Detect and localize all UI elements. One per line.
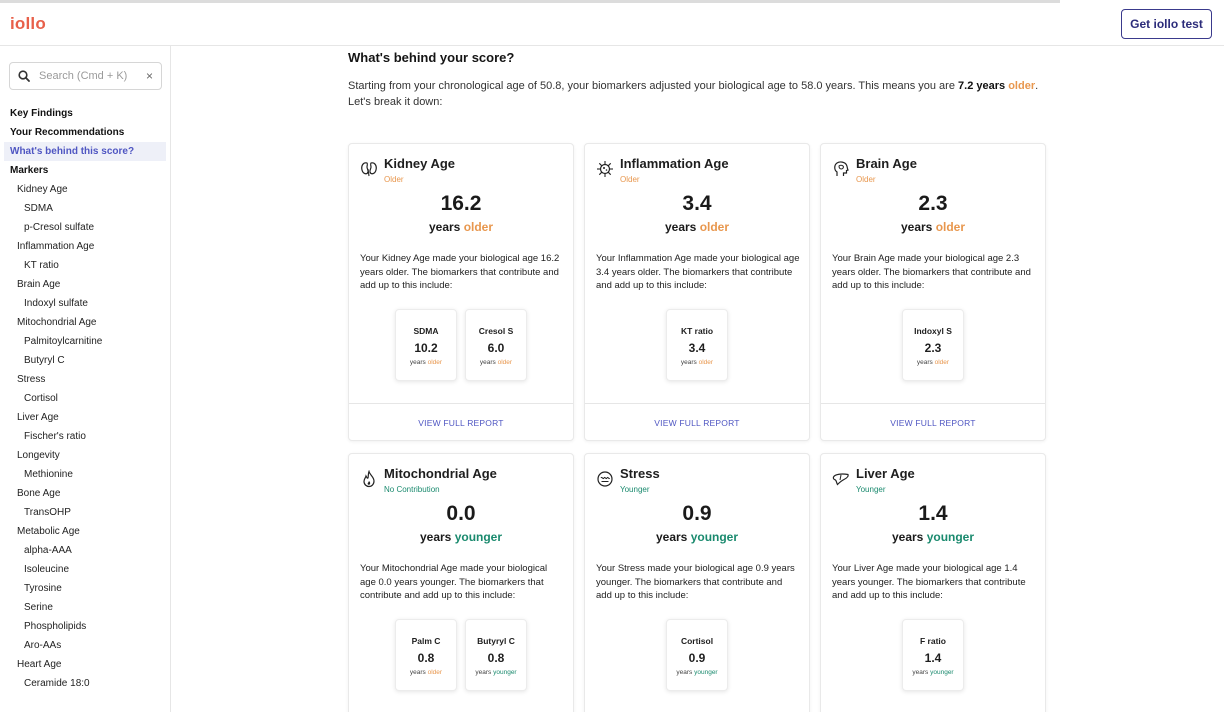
- biomarker-name: Indoxyl S: [914, 326, 952, 336]
- card-status: No Contribution: [384, 485, 440, 494]
- biomarker-name: F ratio: [920, 636, 946, 646]
- search-icon: [18, 70, 30, 82]
- biomarker-unit: [667, 359, 727, 366]
- get-test-button[interactable]: Get iollo test: [1121, 9, 1212, 39]
- score-card-brain-age: [820, 143, 1046, 441]
- card-description: Your Stress made your biological age 0.9 years younger. The biomarkers that contribute and add up to this include:: [596, 563, 795, 601]
- sidebar-item-stress[interactable]: Stress: [17, 374, 46, 385]
- card-status: Younger: [856, 485, 886, 494]
- biomarker-direction: older: [427, 669, 443, 676]
- biomarker-name: Butyryl C: [477, 636, 515, 646]
- biomarker-name: KT ratio: [680, 326, 714, 336]
- sidebar-item-aro-aas[interactable]: Aro-AAs: [24, 640, 62, 651]
- score-card-liver-age: [820, 453, 1046, 712]
- sidebar-item-metabolic-age[interactable]: Metabolic Age: [17, 526, 80, 537]
- score-card-inflammation-age: [584, 143, 810, 441]
- biomarker-value: 0.8: [487, 651, 505, 665]
- sidebar-item-sdma[interactable]: SDMA: [24, 203, 53, 214]
- sidebar-item-longevity[interactable]: Longevity: [17, 450, 60, 461]
- biomarker-unit-years: years: [475, 669, 492, 676]
- mitochondria-flame-icon: [360, 470, 378, 488]
- score-card-mitochondrial-age: [348, 453, 574, 712]
- card-divider: [349, 403, 573, 404]
- biomarker-unit-years: years: [912, 669, 929, 676]
- card-value: 3.4: [682, 192, 712, 215]
- card-unit-years: years: [891, 530, 924, 544]
- view-full-report-link[interactable]: VIEW FULL REPORT: [654, 418, 740, 428]
- biomarker-unit: [667, 669, 727, 676]
- biomarker-direction: older: [427, 359, 443, 366]
- page-title: What's behind your score?: [348, 50, 515, 65]
- sidebar-item-liver-age[interactable]: Liver Age: [17, 412, 59, 423]
- sidebar-nav: [4, 104, 166, 693]
- main-content: [171, 46, 1224, 712]
- biomarker-unit-years: years: [676, 669, 693, 676]
- card-title: Inflammation Age: [620, 156, 729, 171]
- card-title: Brain Age: [856, 156, 917, 171]
- biomarker-direction: younger: [930, 669, 954, 676]
- biomarker-unit-years: years: [680, 359, 697, 366]
- biomarker-direction: older: [698, 359, 714, 366]
- biomarker-chips: [349, 619, 573, 691]
- sidebar-item-ceramide-18-0[interactable]: Ceramide 18:0: [24, 678, 90, 689]
- biomarker-chips: [821, 309, 1045, 381]
- card-direction: younger: [454, 530, 503, 544]
- intro-part2: . Let's break it down:: [348, 80, 1039, 108]
- biomarker-direction: older: [497, 359, 513, 366]
- score-card-stress: [584, 453, 810, 712]
- biomarker-name: Cortisol: [680, 636, 714, 646]
- card-title: Stress: [620, 466, 660, 481]
- liver-icon: [832, 470, 850, 488]
- biomarker-chip[interactable]: [395, 309, 457, 381]
- iollo-logo[interactable]: iollo: [10, 14, 46, 33]
- biomarker-unit: [396, 669, 456, 676]
- biomarker-unit-years: years: [409, 669, 426, 676]
- inflammation-virus-icon: [596, 160, 614, 178]
- biomarker-value: 2.3: [924, 341, 942, 355]
- stress-icon: [596, 470, 614, 488]
- card-title: Liver Age: [856, 466, 915, 481]
- card-value: 16.2: [440, 192, 482, 215]
- brain-head-icon: [832, 160, 850, 178]
- intro-years: 7.2 years: [958, 80, 1006, 92]
- biomarker-name: Palm C: [411, 636, 441, 646]
- biomarker-direction: younger: [493, 669, 517, 676]
- card-description: Your Liver Age made your biological age 1.4 years younger. The biomarkers that contribute and add up to this include:: [832, 563, 1026, 601]
- card-unit: [821, 220, 1045, 234]
- card-description: Your Kidney Age made your biological age 16.2 years older. The biomarkers that contribute and add up to this include:: [360, 253, 560, 291]
- card-divider: [821, 403, 1045, 404]
- sidebar-item-inflammation-age[interactable]: Inflammation Age: [17, 241, 95, 252]
- sidebar-item-serine[interactable]: Serine: [24, 602, 53, 613]
- biomarker-chips: [585, 309, 809, 381]
- biomarker-chip[interactable]: [666, 619, 728, 691]
- biomarker-chip[interactable]: [465, 309, 527, 381]
- card-status: Older: [384, 175, 404, 184]
- card-unit-years: years: [428, 220, 461, 234]
- view-full-report-link[interactable]: VIEW FULL REPORT: [890, 418, 976, 428]
- biomarker-value: 6.0: [487, 341, 505, 355]
- sidebar-item-bone-age[interactable]: Bone Age: [17, 488, 61, 499]
- sidebar-item-brain-age[interactable]: Brain Age: [17, 279, 61, 290]
- biomarker-chip[interactable]: [465, 619, 527, 691]
- search-box[interactable]: [9, 62, 162, 90]
- sidebar-item-indoxyl-sulfate[interactable]: Indoxyl sulfate: [24, 298, 88, 309]
- biomarker-chip[interactable]: [395, 619, 457, 691]
- biomarker-value: 10.2: [414, 341, 438, 355]
- card-unit: [349, 530, 573, 544]
- biomarker-unit-years: years: [916, 359, 933, 366]
- biomarker-direction: younger: [694, 669, 718, 676]
- card-unit-years: years: [664, 220, 697, 234]
- top-strip: [0, 0, 1060, 3]
- card-value: 2.3: [918, 192, 948, 215]
- sidebar-item-methionine[interactable]: Methionine: [24, 469, 73, 480]
- search-input[interactable]: [39, 70, 139, 82]
- biomarker-value: 0.8: [417, 651, 435, 665]
- biomarker-chips: [349, 309, 573, 381]
- biomarker-value: 3.4: [688, 341, 706, 355]
- biomarker-unit-years: years: [479, 359, 496, 366]
- clear-search-icon[interactable]: ×: [145, 69, 153, 83]
- biomarker-chip[interactable]: [666, 309, 728, 381]
- sidebar-item-markers[interactable]: Markers: [10, 165, 49, 176]
- card-value: 0.9: [682, 502, 712, 525]
- score-card-kidney-age: [348, 143, 574, 441]
- card-value: 0.0: [446, 502, 476, 525]
- sidebar-item-isoleucine[interactable]: Isoleucine: [24, 564, 70, 575]
- card-description: Your Inflammation Age made your biological age 3.4 years older. The biomarkers that contribute and add up to this include:: [596, 253, 800, 291]
- sidebar-item-key-findings[interactable]: Key Findings: [10, 108, 73, 119]
- card-direction: older: [463, 220, 494, 234]
- sidebar-item-palmitoylcarnitine[interactable]: Palmitoylcarnitine: [24, 336, 103, 347]
- sidebar-item-mitochondrial-age[interactable]: Mitochondrial Age: [17, 317, 97, 328]
- sidebar-item-fischer-s-ratio[interactable]: Fischer's ratio: [24, 431, 86, 442]
- card-title: Mitochondrial Age: [384, 466, 497, 481]
- sidebar-item-phospholipids[interactable]: Phospholipids: [24, 621, 87, 632]
- sidebar-item-kt-ratio[interactable]: KT ratio: [24, 260, 59, 271]
- sidebar-item-butyryl-c[interactable]: Butyryl C: [24, 355, 65, 366]
- card-unit: [821, 530, 1045, 544]
- kidney-icon: [360, 160, 378, 178]
- card-title: Kidney Age: [384, 156, 456, 171]
- biomarker-value: 0.9: [688, 651, 706, 665]
- sidebar-item-kidney-age[interactable]: Kidney Age: [17, 184, 68, 195]
- card-direction: younger: [690, 530, 739, 544]
- sidebar-item-heart-age[interactable]: Heart Age: [17, 659, 62, 670]
- biomarker-chip[interactable]: [902, 309, 964, 381]
- intro-part1: Starting from your chronological age of 50.8, your biomarkers adjusted your biological age to 58.0 years. This means you are: [348, 80, 959, 92]
- biomarker-chip[interactable]: [902, 619, 964, 691]
- card-status: Older: [856, 175, 876, 184]
- biomarker-unit: [396, 359, 456, 366]
- intro-text: [348, 78, 1048, 110]
- card-unit: [585, 220, 809, 234]
- biomarker-unit: [903, 359, 963, 366]
- card-description: Your Brain Age made your biological age 2.3 years older. The biomarkers that contribute and add up to this include:: [832, 253, 1031, 291]
- biomarker-direction: older: [934, 359, 950, 366]
- biomarker-unit: [466, 359, 526, 366]
- card-unit-years: years: [900, 220, 933, 234]
- card-unit-years: years: [419, 530, 452, 544]
- sidebar-item-cortisol[interactable]: Cortisol: [24, 393, 58, 404]
- biomarker-chips: [585, 619, 809, 691]
- sidebar-item-p-cresol-sulfate[interactable]: p-Cresol sulfate: [24, 222, 95, 233]
- card-direction: younger: [926, 530, 975, 544]
- card-status: Younger: [620, 485, 650, 494]
- sidebar-item-what-s-behind-this-score[interactable]: What's behind this score?: [4, 142, 166, 161]
- sidebar-item-your-recommendations[interactable]: Your Recommendations: [10, 127, 125, 138]
- sidebar-item-alpha-aaa[interactable]: alpha-AAA: [24, 545, 72, 556]
- biomarker-value: 1.4: [924, 651, 942, 665]
- biomarker-name: Cresol S: [478, 326, 514, 336]
- view-full-report-link[interactable]: VIEW FULL REPORT: [418, 418, 504, 428]
- card-direction: older: [699, 220, 730, 234]
- biomarker-name: SDMA: [413, 326, 439, 336]
- card-direction: older: [935, 220, 966, 234]
- biomarker-unit: [903, 669, 963, 676]
- sidebar-item-transohp[interactable]: TransOHP: [24, 507, 71, 518]
- card-status: Older: [620, 175, 640, 184]
- card-description: Your Mitochondrial Age made your biological age 0.0 years younger. The biomarkers that contribute and add up to this include:: [360, 563, 548, 601]
- card-divider: [585, 403, 809, 404]
- sidebar-item-tyrosine[interactable]: Tyrosine: [24, 583, 62, 594]
- card-unit: [585, 530, 809, 544]
- biomarker-chips: [821, 619, 1045, 691]
- biomarker-unit-years: years: [409, 359, 426, 366]
- card-unit: [349, 220, 573, 234]
- card-value: 1.4: [918, 502, 948, 525]
- intro-older: older: [1008, 80, 1036, 92]
- biomarker-unit: [466, 669, 526, 676]
- card-unit-years: years: [655, 530, 688, 544]
- sidebar: [0, 46, 171, 712]
- top-bar: [0, 0, 1224, 46]
